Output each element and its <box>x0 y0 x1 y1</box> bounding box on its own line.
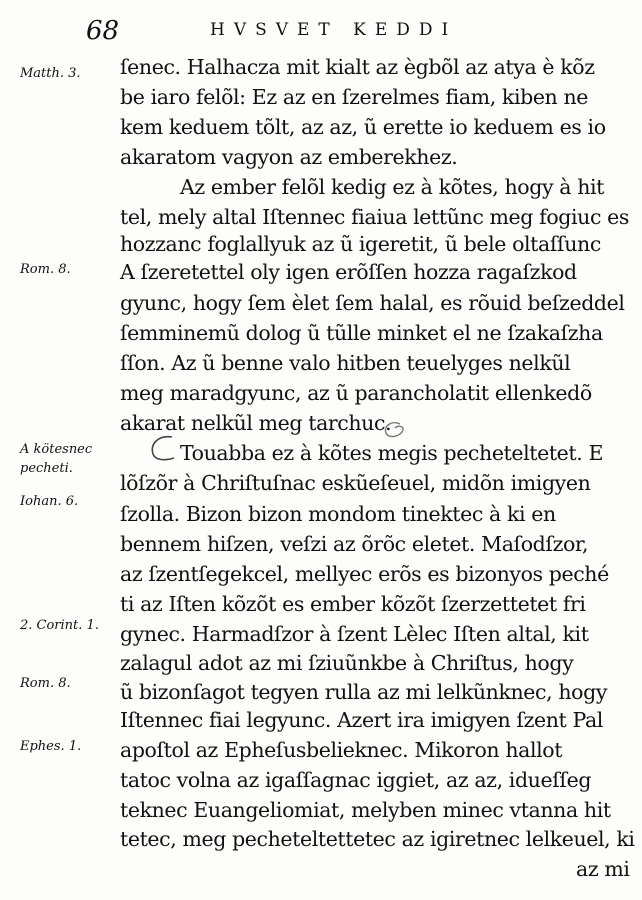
margin-note: pecheti. <box>20 461 73 476</box>
margin-note: 2. Corint. 1. <box>20 618 99 633</box>
text-line: akaratom vagyon az emberekhez. <box>120 145 458 169</box>
text-line: teknec Euangeliomiat, melyben minec vtanna hit <box>120 798 611 822</box>
text-line: apoſtol az Epheſusbelieknec. Mikoron hallot <box>120 738 563 762</box>
margin-note: Ephes. 1. <box>20 739 82 754</box>
text-line: bennem hiſzen, veſzi az õrõc eletet. Maſodſzor, <box>120 532 589 556</box>
margin-note: Rom. 8. <box>20 676 71 691</box>
text-line: ũ bizonſagot tegyen rulla az mi lelkũnknec, hogy <box>120 680 607 704</box>
text-line: hozzanc foglallyuk az ũ igeretit, ũ bele oltaſſunc <box>120 232 601 256</box>
text-line: tetec, meg pecheteltettetec az igiretnec lelkeuel, ki <box>120 827 635 851</box>
margin-note: Matth. 3. <box>20 66 81 81</box>
text-line: ſemminemũ dolog ũ tũlle minket el ne ſzakaſzha <box>120 321 603 345</box>
text-line: Touabba ez à kõtes megis pecheteltetet. E <box>180 441 604 465</box>
catchword: az mi <box>576 857 630 881</box>
margin-note: Rom. 8. <box>20 262 71 277</box>
running-head: HVSVET KEDDI <box>210 20 458 40</box>
page-number: 68 <box>86 16 120 46</box>
text-line: gynec. Harmadſzor à ſzent Lèlec Iſten altal, kit <box>120 622 589 646</box>
text-line: ſenec. Halhaczа mit kialt az ègbõl az atya è kõz <box>120 55 595 79</box>
text-line: Az ember felõl kedig ez à kõtes, hogy à hit <box>180 175 605 199</box>
text-line: gyunc, hogy ſem èlet ſem halal, es rõuid beſzeddel <box>120 291 625 315</box>
text-line: tatoc volna az igaſſagnac iggiet, az az, idueſſeg <box>120 768 592 792</box>
text-line: A ſzeretettel oly igen erõſſen hozza ragaſzkod <box>120 260 577 284</box>
text-line: lõſzõr à Chriſtuſnac eskũeſeuel, midõn imigyen <box>120 471 591 495</box>
text-line: Iſtennec fiai legyunc. Azert ira imigyen ſzent Pal <box>120 708 603 732</box>
text-line: kem keduem tõlt, az az, ũ erette io keduem es io <box>120 115 606 139</box>
paragraph-mark-icon <box>148 434 178 462</box>
text-line: az ſzentſegekcel, mellyec erõs es bizonyos peché <box>120 562 609 586</box>
margin-note: A kötesnec <box>20 442 93 457</box>
text-line: ſſon. Az ũ benne valo hitben teuelyges nelkũl <box>120 351 571 375</box>
ink-scribble-icon <box>380 420 408 440</box>
text-line: ſzolla. Bizon bizon mondom tinektec à ki en <box>120 502 556 526</box>
text-line: tel, mely altal Iſtennec fiaiua lettũnc meg fogiuc es <box>120 205 629 229</box>
margin-note: Iohan. 6. <box>20 494 79 509</box>
text-line: akarat nelkũl meg tarchuc. <box>120 411 392 435</box>
text-line: zalagul adot az mi ſziuũnkbe à Chriſtus, hogy <box>120 651 574 675</box>
text-line: meg maradgyunc, az ũ parancholatit ellenkedõ <box>120 381 592 405</box>
text-line: be iaro felõl: Ez az en ſzerelmes fiam, kiben ne <box>120 85 589 109</box>
text-line: ti az Iſten kõzõt es ember kõzõt ſzerzettetet fri <box>120 592 586 616</box>
